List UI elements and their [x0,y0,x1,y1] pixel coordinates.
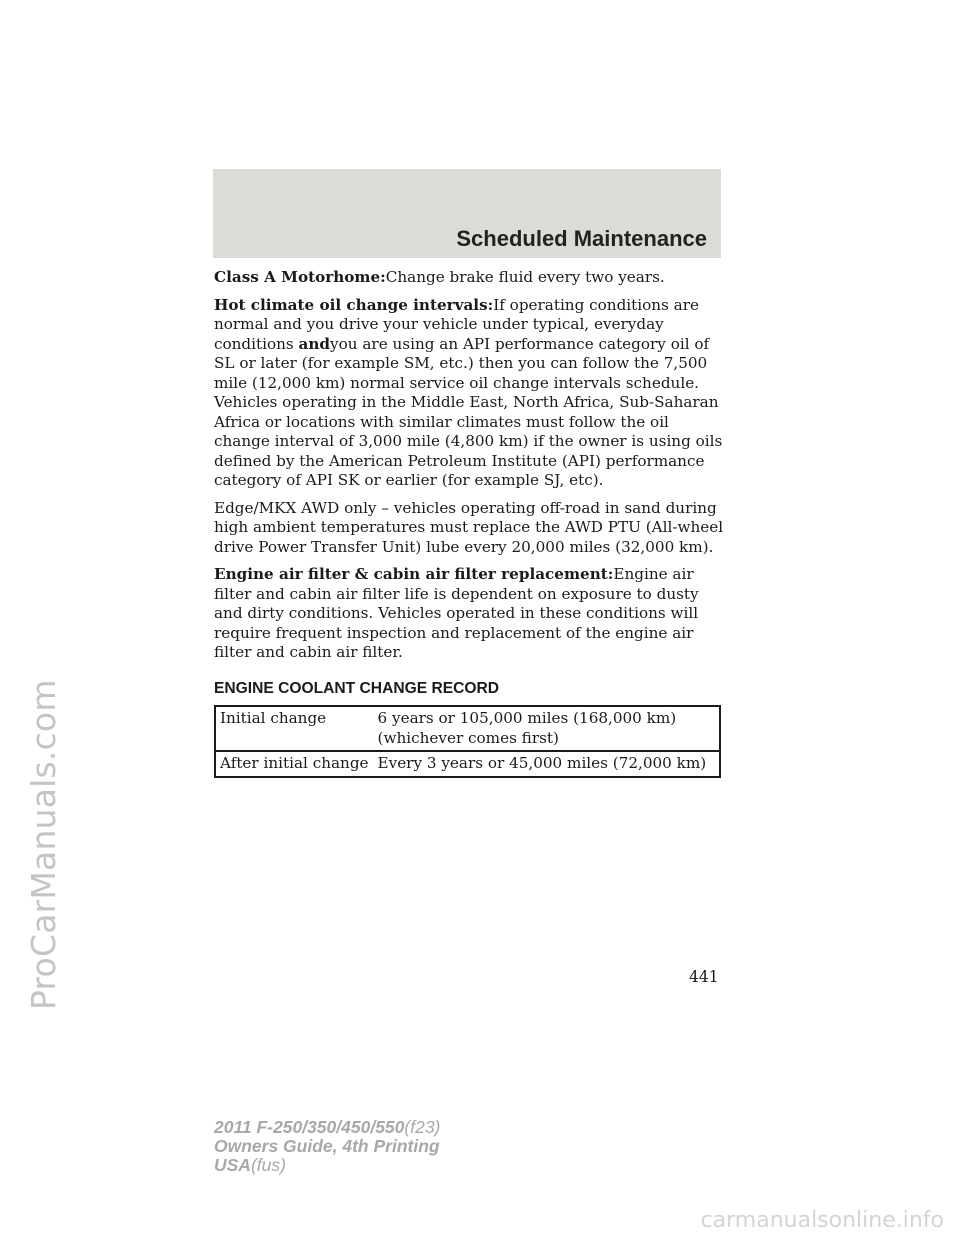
bottom-watermark: carmanualsonline.info [700,1208,944,1233]
motorhome-lead: Class A Motorhome: [214,268,386,286]
row-value-line: 6 years or 105,000 miles (168,000 km) [377,709,677,727]
air-filter-text: Engine air filter and cabin air filter life is dependent on exposure to dusty and dirty conditions. Vehicles operated in these conditions will require frequent inspection and replacement of the engine air filter and cabin air filter. [214,565,699,661]
side-watermark: ProCarManuals.com [24,679,63,1010]
hot-climate-text-b: you are using an API performance category oil of SL or later (for example SM, etc.) then you can follow the 7,500 mile (12,000 km) normal service oil change intervals schedule. Vehicles operating in the Middle East, North Africa, Sub-Saharan Africa or locations with similar climates must follow the oil change interval of 3,000 mile (4,800 km) if the owner is using oils defined by the American Petroleum Institute (API) performance category of API SK or earlier (for example SJ, etc). [214,334,723,489]
section-title: Scheduled Maintenance [456,226,707,251]
row-label: Initial change [215,706,374,751]
footer-line-1 [214,1118,440,1137]
paragraph-awd-ptu: Edge/MKX AWD only – vehicles operating off-road in sand during high ambient temperatures must replace the AWD PTU (All-wheel drive Power Transfer Unit) lube every 20,000 miles (32,000 km). [214,498,724,556]
row-value [374,751,720,777]
row-value-line: (whichever comes first) [377,728,559,747]
row-value-line: Every 3 years or 45,000 miles (72,000 km) [377,754,707,772]
section-header [213,169,721,258]
motorhome-text: Change brake fluid every two years. [385,268,665,286]
document-footer [214,1118,440,1175]
hot-climate-text-a: If operating conditions are normal and you drive your vehicle under typical, everyday conditions [214,295,699,353]
footer-guide: Owners Guide, 4th Printing [214,1136,440,1156]
page-content [214,268,724,778]
table-row [215,706,720,751]
footer-model-code: (f23) [404,1117,441,1137]
air-filter-lead: Engine air filter & cabin air filter replacement: [214,565,614,583]
footer-model: 2011 F-250/350/450/550 [214,1117,405,1137]
hot-climate-and: and [298,334,331,353]
footer-region: USA [214,1155,251,1175]
paragraph-hot-climate [214,296,724,491]
row-label: After initial change [215,751,374,777]
coolant-record-heading: ENGINE COOLANT CHANGE RECORD [214,679,500,697]
footer-region-code: (fus) [250,1155,286,1175]
paragraph-motorhome [214,268,724,288]
paragraph-air-filter [214,565,724,663]
hot-climate-lead: Hot climate oil change intervals: [214,295,494,314]
footer-line-3 [214,1156,440,1175]
table-row [215,751,720,777]
coolant-record-table [214,705,721,778]
page-number: 441 [689,968,719,986]
row-value [374,706,720,751]
